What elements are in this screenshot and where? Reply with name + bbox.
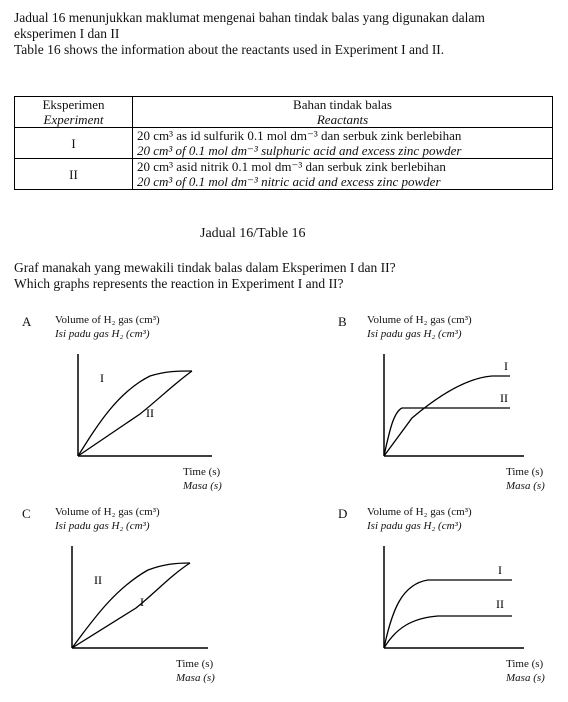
reactant-english: 20 cm³ of 0.1 mol dm⁻³ sulphuric acid and excess zinc powder xyxy=(137,143,462,158)
header-experiment-malay: Eksperimen xyxy=(42,97,105,112)
header-reactants-english: Reactants xyxy=(316,112,369,127)
curve-1-label: I xyxy=(100,371,104,385)
curve-1 xyxy=(384,376,510,456)
x-axis-label-english: Time (s) xyxy=(176,658,214,670)
reactants-table xyxy=(14,96,553,190)
y-axis-label-english: Volume of H₂ gas (cm³) xyxy=(55,314,160,326)
graph-d-plot xyxy=(378,544,530,654)
reactant-malay: 20 cm³ as id sulfurik 0.1 mol dm⁻³ dan serbuk zink berlebihan xyxy=(137,128,462,143)
y-axis-label-malay: Isi padu gas H₂ (cm³) xyxy=(367,328,462,340)
table-cell-experiment: I xyxy=(15,128,133,159)
y-axis-label-malay: Isi padu gas H₂ (cm³) xyxy=(367,520,462,532)
option-letter: D xyxy=(338,506,348,521)
header-reactants xyxy=(133,97,553,128)
curve-1-label: I xyxy=(504,359,508,373)
curve-2-label: I xyxy=(140,595,144,609)
x-axis-label-malay: Masa (s) xyxy=(506,480,545,492)
y-axis-label-english: Volume of H₂ gas (cm³) xyxy=(55,506,160,518)
question-malay: Graf manakah yang mewakili tindak balas dalam Eksperimen I dan II? xyxy=(14,260,396,275)
option-letter: B xyxy=(338,314,347,329)
graph-a-plot xyxy=(70,352,220,462)
graph-c-plot xyxy=(66,544,216,654)
x-axis-label-english: Time (s) xyxy=(506,658,544,670)
y-axis-label-english: Volume of H₂ gas (cm³) xyxy=(367,314,472,326)
reactant-english: 20 cm³ of 0.1 mol dm⁻³ nitric acid and excess zinc powder xyxy=(137,174,441,189)
header-reactants-malay: Bahan tindak balas xyxy=(293,97,392,112)
curve-2 xyxy=(384,616,512,648)
curve-2 xyxy=(78,371,192,456)
curve-1-label: I xyxy=(498,563,502,577)
curve-2-label: II xyxy=(146,406,154,420)
y-axis-label-malay: Isi padu gas H₂ (cm³) xyxy=(55,328,150,340)
x-axis-label-malay: Masa (s) xyxy=(183,480,222,492)
x-axis-label-malay: Masa (s) xyxy=(506,672,545,684)
curve-1-label: II xyxy=(94,573,102,587)
intro-malay-line1: Jadual 16 menunjukkan maklumat mengenai bahan tindak balas yang digunakan dalam xyxy=(14,10,485,25)
curve-2-label: II xyxy=(496,597,504,611)
x-axis-label-malay: Masa (s) xyxy=(176,672,215,684)
header-experiment-english: Experiment xyxy=(43,112,104,127)
option-letter: C xyxy=(22,506,31,521)
table-row xyxy=(15,159,553,190)
intro-malay-line2: eksperimen I dan II xyxy=(14,26,120,41)
table-cell-reactants xyxy=(133,128,553,159)
table-cell-reactants xyxy=(133,159,553,190)
reactant-malay: 20 cm³ asid nitrik 0.1 mol dm⁻³ dan serbuk zink berlebihan xyxy=(137,159,446,174)
x-axis-label-english: Time (s) xyxy=(506,466,544,478)
header-experiment xyxy=(15,97,133,128)
graph-b-plot xyxy=(378,352,530,462)
curve-2 xyxy=(72,563,190,648)
question-english: Which graphs represents the reaction in Experiment I and II? xyxy=(14,276,344,291)
curve-2 xyxy=(384,408,510,456)
table-cell-experiment: II xyxy=(15,159,133,190)
intro-english: Table 16 shows the information about the reactants used in Experiment I and II. xyxy=(14,42,445,57)
y-axis-label-english: Volume of H₂ gas (cm³) xyxy=(367,506,472,518)
table-caption: Jadual 16/Table 16 xyxy=(200,226,306,241)
y-axis-label-malay: Isi padu gas H₂ (cm³) xyxy=(55,520,150,532)
x-axis-label-english: Time (s) xyxy=(183,466,221,478)
option-letter: A xyxy=(22,314,32,329)
table-header-row xyxy=(15,97,553,128)
curve-1 xyxy=(384,580,512,648)
table-row xyxy=(15,128,553,159)
curve-2-label: II xyxy=(500,391,508,405)
